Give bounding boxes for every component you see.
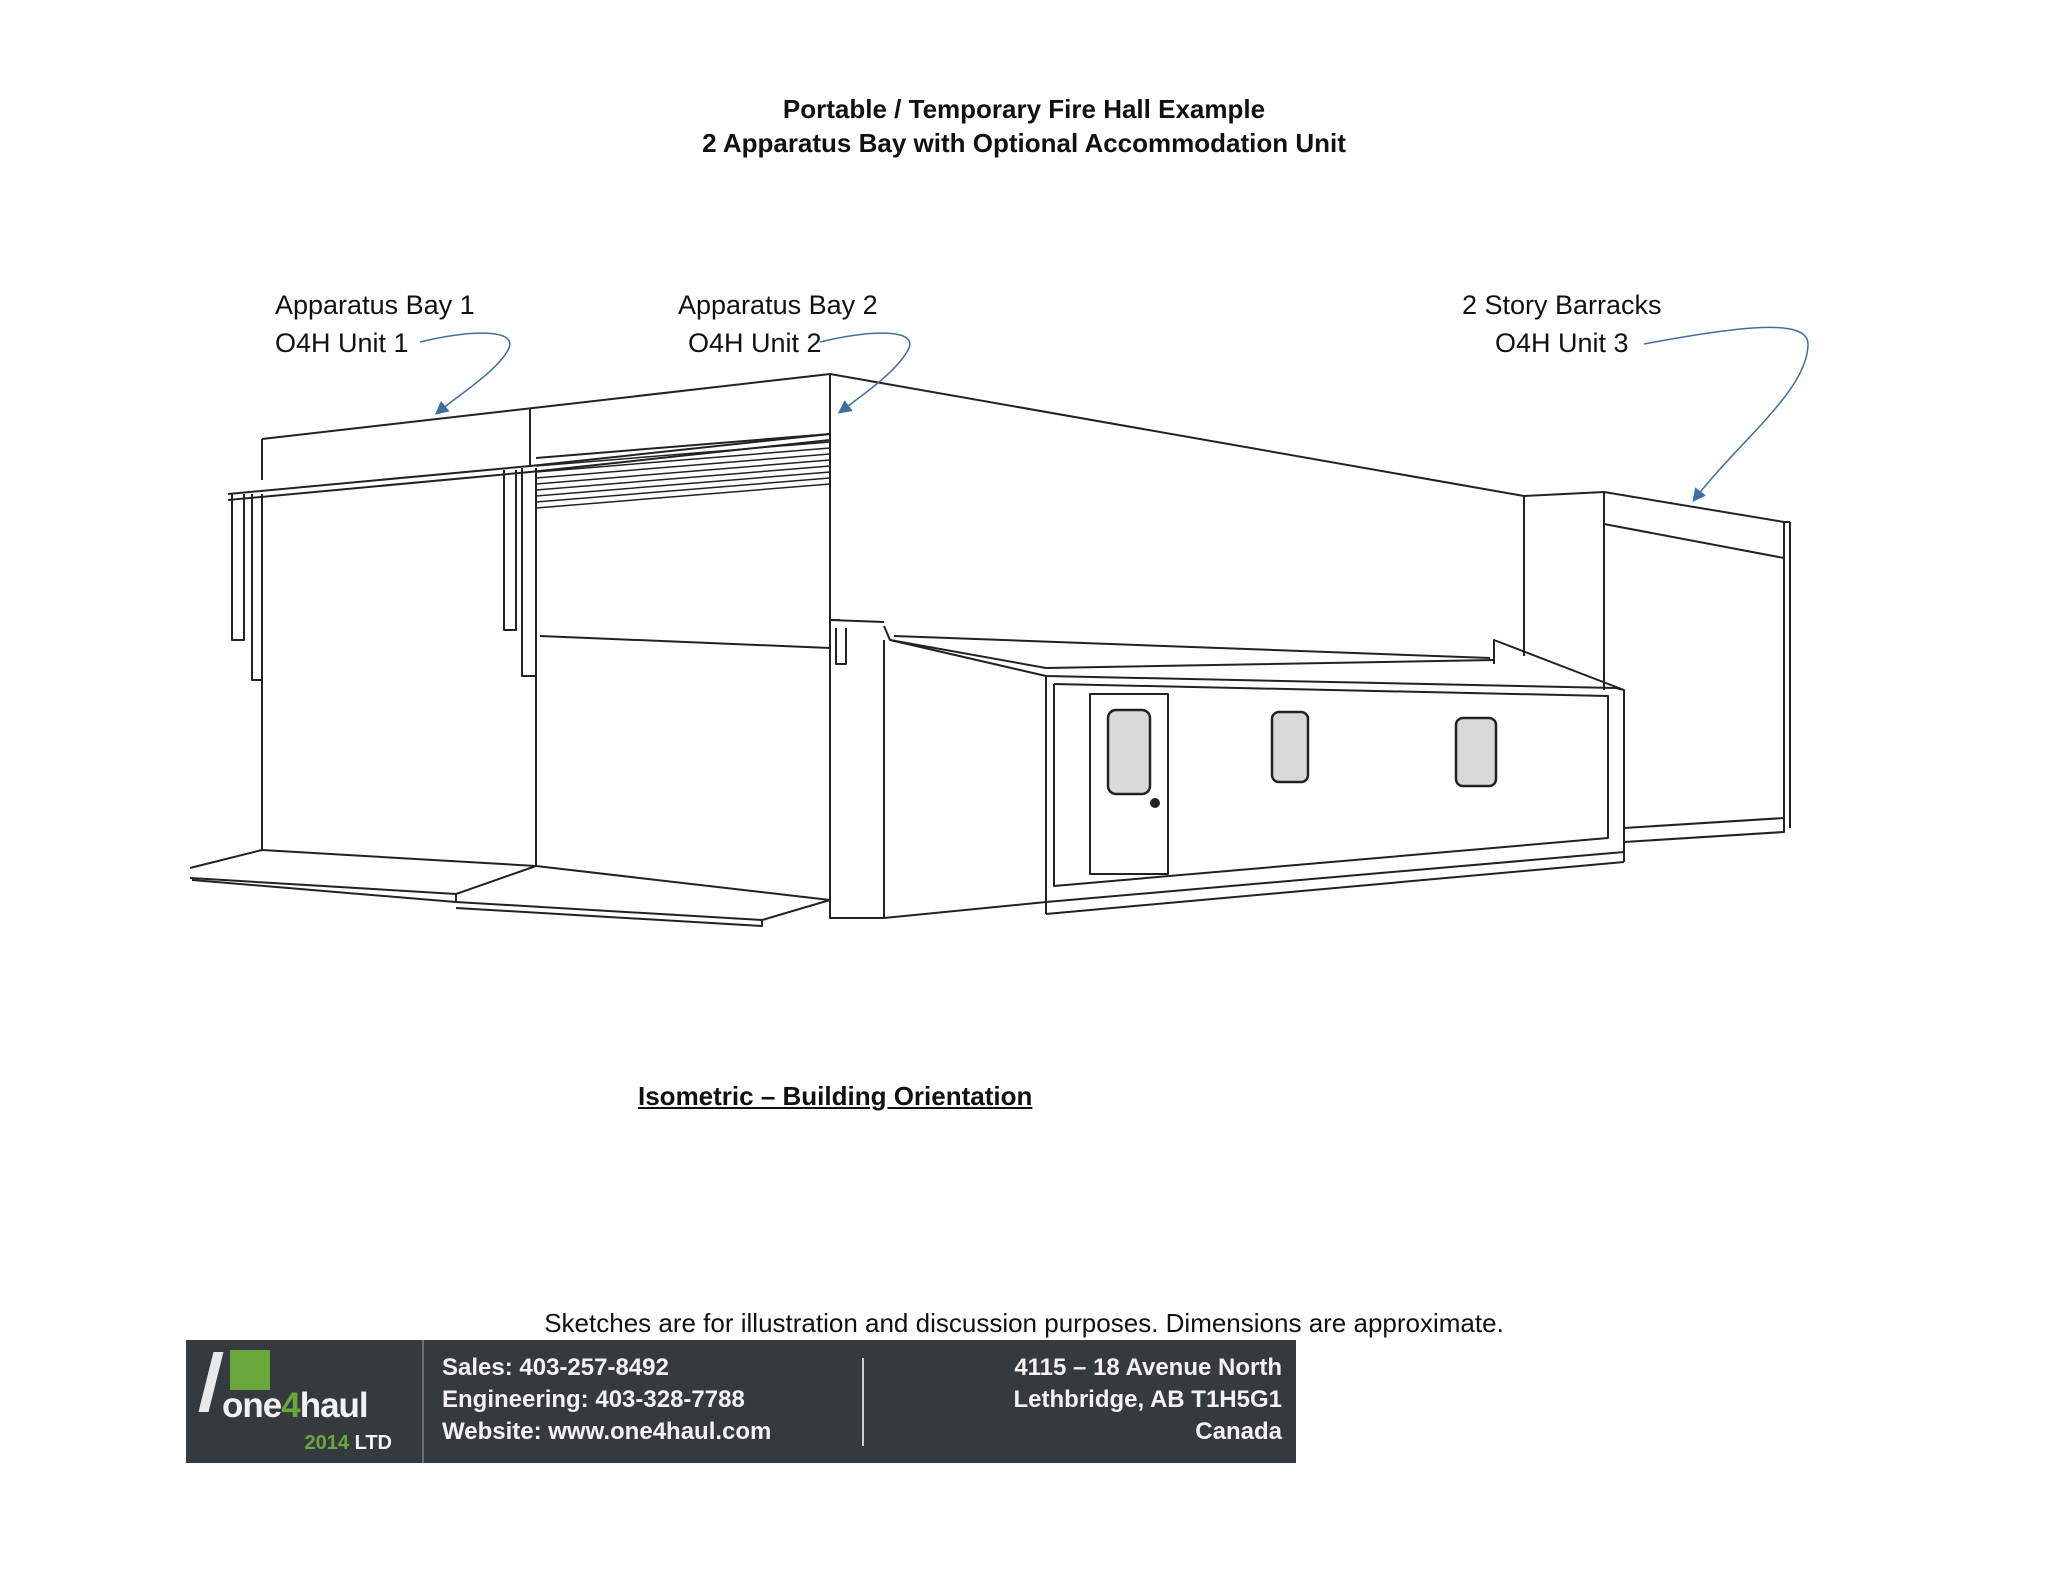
- logo-green-square: [230, 1350, 270, 1390]
- document-title: Portable / Temporary Fire Hall Example: [782, 94, 1266, 124]
- logo-year: 2014 LTD: [304, 1432, 392, 1454]
- door-window: [1108, 710, 1150, 794]
- sales-phone: Sales: 403-257-8492: [442, 1354, 669, 1381]
- roller-door-slats: [536, 442, 830, 508]
- address-line-2: Lethbridge, AB T1H5G1: [1013, 1386, 1282, 1413]
- drawing-caption: Isometric – Building Orientation: [638, 1081, 1033, 1111]
- leader-bay1: [420, 333, 510, 413]
- address-line-1: 4115 – 18 Avenue North: [1014, 1354, 1282, 1381]
- logo-slash-mark: [199, 1352, 224, 1412]
- building-outline: [190, 374, 1790, 926]
- label-barracks-name: 2 Story Barracks: [1462, 290, 1662, 320]
- label-bay2-name: Apparatus Bay 2: [678, 290, 878, 320]
- label-barracks-unit: O4H Unit 3: [1495, 328, 1629, 358]
- window-1: [1272, 712, 1308, 782]
- leader-barracks: [1644, 327, 1808, 500]
- company-logo: [186, 1340, 424, 1463]
- logo-wordmark: one4haul: [222, 1386, 368, 1425]
- leader-bay2: [820, 333, 910, 412]
- label-bay1-unit: O4H Unit 1: [275, 328, 409, 358]
- company-footer-banner: [186, 1340, 1296, 1463]
- window-2: [1456, 718, 1496, 786]
- accommodation-windows: [1108, 710, 1496, 794]
- label-bay1-name: Apparatus Bay 1: [275, 290, 475, 320]
- label-bay2-unit: O4H Unit 2: [688, 328, 822, 358]
- website-text: Website: www.one4haul.com: [442, 1418, 772, 1445]
- address-line-3: Canada: [1195, 1418, 1282, 1445]
- disclaimer-text: Sketches are for illustration and discussion purposes. Dimensions are approximate.: [544, 1308, 1504, 1338]
- footer-divider: [862, 1358, 864, 1446]
- engineering-phone: Engineering: 403-328-7788: [442, 1386, 745, 1413]
- document-subtitle: 2 Apparatus Bay with Optional Accommodation Unit: [702, 128, 1346, 158]
